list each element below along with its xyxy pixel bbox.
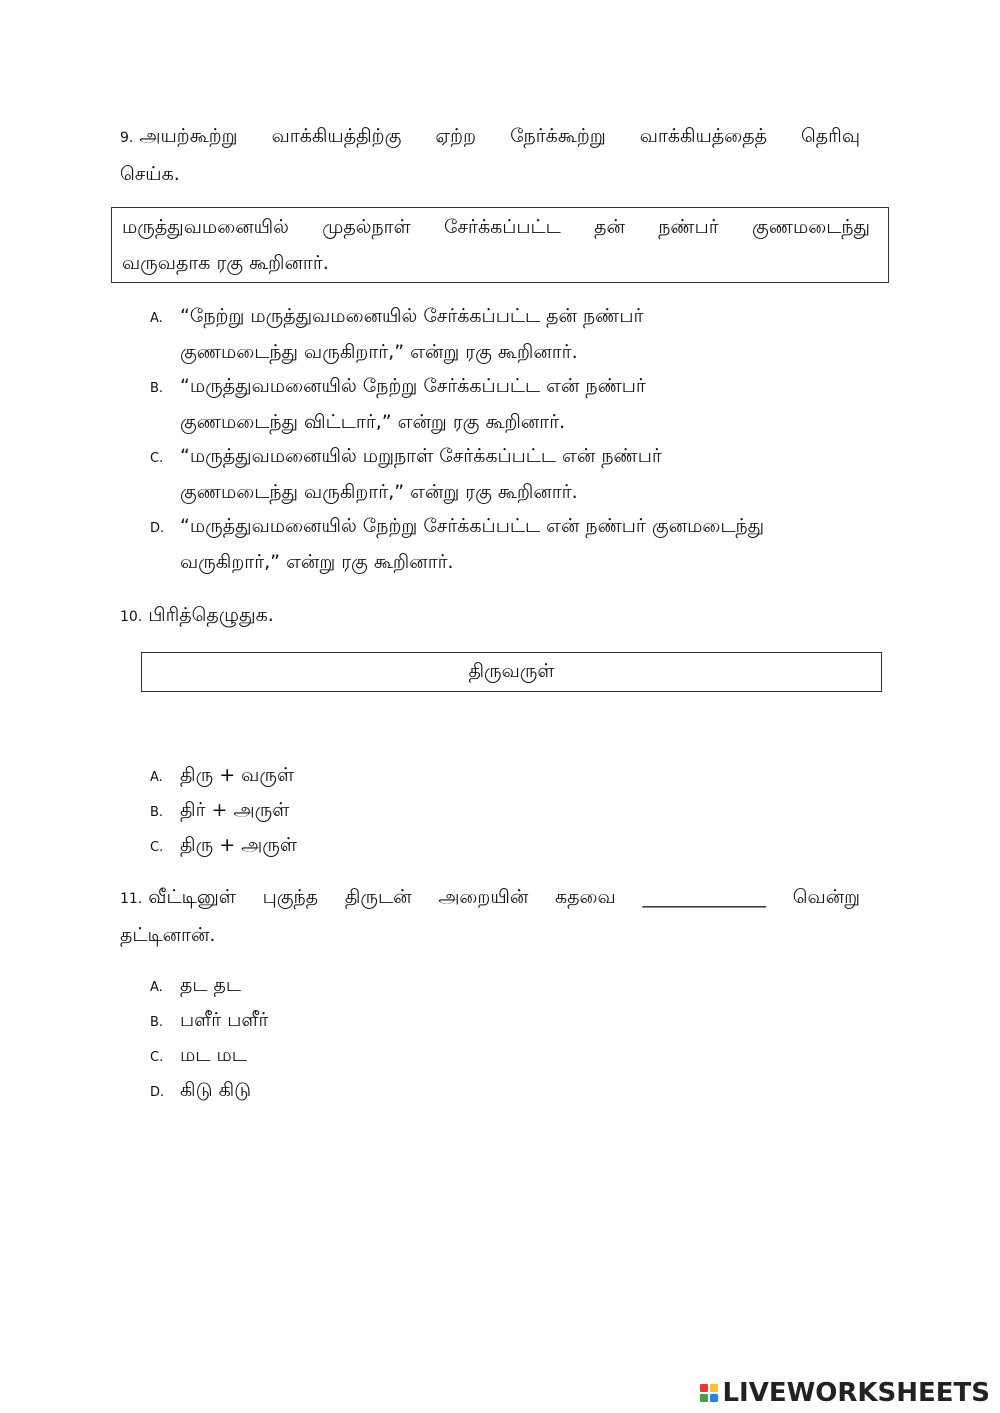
option-text: மட மட xyxy=(180,1044,247,1066)
option-text: தட தட xyxy=(180,974,242,996)
q11-option-c[interactable] xyxy=(150,1037,247,1076)
option-text-line1: “மருத்துவமனையில் நேற்று சேர்க்கப்பட்ட என் நண்பர் குனமடைந்து xyxy=(180,515,765,537)
q9-box-line2: வருவதாக ரகு கூறினார். xyxy=(122,252,329,274)
q10-prompt-text: பிரித்தெழுதுக. xyxy=(148,604,274,626)
q9-prompt-line1-row xyxy=(120,118,860,156)
q10-option-b[interactable] xyxy=(150,792,289,831)
option-text-line2: குணமடைந்து விட்டார்,” என்று ரகு கூறினார். xyxy=(180,411,566,433)
option-letter: C. xyxy=(150,1050,164,1065)
q11-prompt-line1-a: வீட்டினுள் புகுந்த திருடன் அறையின் கதவை xyxy=(148,886,616,908)
q10-option-a[interactable] xyxy=(150,757,294,796)
q11-option-a[interactable] xyxy=(150,967,241,1006)
q11-prompt-line1-row xyxy=(120,879,860,917)
option-text-line2: குணமடைந்து வருகிறார்,” என்று ரகு கூறினார். xyxy=(180,341,578,363)
q11-prompt-line2: தட்டினான். xyxy=(120,924,216,946)
q9-number: 9. xyxy=(120,130,134,146)
q11-blank[interactable]: _____________ xyxy=(642,886,766,908)
option-text: திரு + வருள் xyxy=(180,764,295,786)
option-text-line2: வருகிறார்,” என்று ரகு கூறினார். xyxy=(180,551,454,573)
option-letter: A. xyxy=(150,311,163,326)
option-letter: B. xyxy=(150,1015,164,1030)
option-letter: A. xyxy=(150,980,163,995)
option-text: பளீர் பளீர் xyxy=(180,1009,269,1031)
q11-option-b[interactable] xyxy=(150,1002,268,1041)
option-letter: D. xyxy=(150,1085,165,1100)
option-text-line1: “மருத்துவமனையில் நேற்று சேர்க்கப்பட்ட என் நண்பர் xyxy=(180,375,646,397)
option-text: திரு + அருள் xyxy=(180,834,298,856)
liveworksheets-brand-text: LIVEWORKSHEETS xyxy=(722,1378,990,1408)
q9-prompt-line1: அயற்கூற்று வாக்கியத்திற்கு ஏற்ற நேர்க்கூற்று வாக்கியத்தைத் தெரிவு xyxy=(139,125,860,147)
option-text: கிடு கிடு xyxy=(180,1079,252,1101)
option-text-line1: “மருத்துவமனையில் மறுநாள் சேர்க்கப்பட்ட என் நண்பர் xyxy=(180,445,662,467)
option-text-line2: குணமடைந்து வருகிறார்,” என்று ரகு கூறினார். xyxy=(180,481,578,503)
q11-prompt-line1-b: வென்று xyxy=(792,886,860,908)
q10-box-word: திருவருள் xyxy=(468,660,555,682)
q11-number: 11. xyxy=(120,891,143,907)
option-letter: C. xyxy=(150,840,164,855)
q9-statement-box xyxy=(111,207,889,283)
option-letter: B. xyxy=(150,381,164,396)
option-letter: D. xyxy=(150,521,165,536)
q9-box-line1: மருத்துவமனையில் முதல்நாள் சேர்க்கப்பட்ட தன் நண்பர் குணமடைந்து xyxy=(122,216,870,238)
liveworksheets-logo-icon xyxy=(700,1384,718,1402)
q11-option-d[interactable] xyxy=(150,1072,251,1111)
q10-prompt xyxy=(120,597,274,635)
q9-option-b[interactable] xyxy=(150,368,646,440)
option-text: திர் + அருள் xyxy=(180,799,290,821)
q10-word-box xyxy=(141,652,882,692)
q9-prompt-line2: செய்க. xyxy=(120,163,180,185)
q9-option-d[interactable] xyxy=(150,508,764,580)
q10-number: 10. xyxy=(120,609,143,625)
q9-prompt xyxy=(120,118,860,192)
q10-option-c[interactable] xyxy=(150,827,297,866)
q11-prompt xyxy=(120,879,860,953)
q9-option-a[interactable] xyxy=(150,298,643,370)
liveworksheets-logo xyxy=(700,1376,990,1410)
option-letter: C. xyxy=(150,451,164,466)
option-text-line1: “நேற்று மருத்துவமனையில் சேர்க்கப்பட்ட தன் நண்பர் xyxy=(180,305,644,327)
option-letter: A. xyxy=(150,770,163,785)
q9-option-c[interactable] xyxy=(150,438,662,510)
option-letter: B. xyxy=(150,805,164,820)
